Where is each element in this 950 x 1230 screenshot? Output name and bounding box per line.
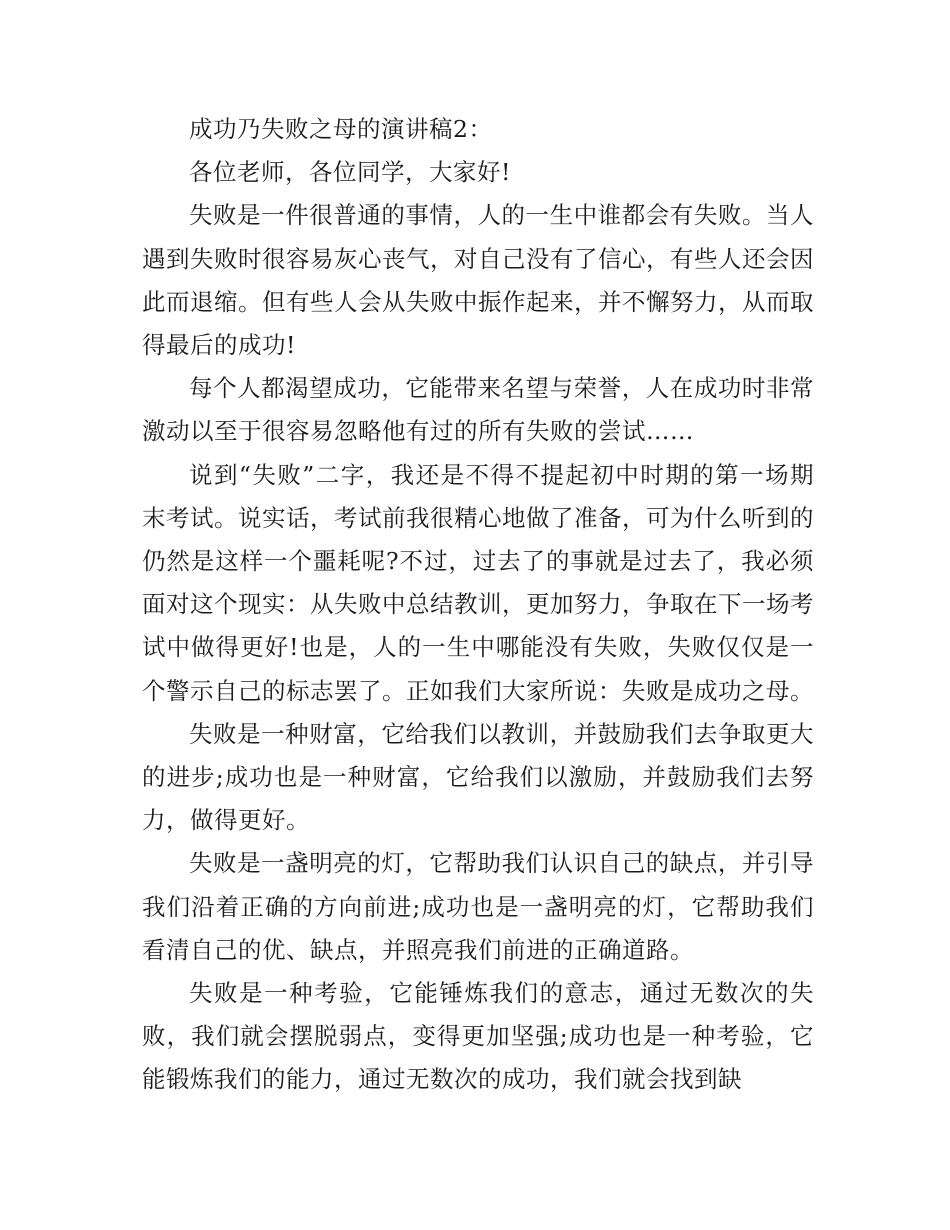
paragraph-5: 失败是一盏明亮的灯，它帮助我们认识自己的缺点，并引导我们沿着正确的方向前进;成功也是一盏明亮的灯，它帮助我们看清自己的优、缺点，并照亮我们前进的正确道路。 xyxy=(142,849,814,964)
paragraph-1: 失败是一件很普通的事情，人的一生中谁都会有失败。当人遇到失败时很容易灰心丧气，对自己没有了信心，有些人还会因此而退缩。但有些人会从失败中振作起来，并不懈努力，从而取得最后的成功! xyxy=(142,201,814,360)
document-title: 成功乃失败之母的演讲稿2： xyxy=(189,115,493,143)
greeting: 各位老师，各位同学，大家好! xyxy=(189,158,511,187)
paragraph-6: 失败是一种考验，它能锤炼我们的意志，通过无数次的失败，我们就会摆脱弱点，变得更加坚强;成功也是一种考验，它能锻炼我们的能力，通过无数次的成功，我们就会找到缺 xyxy=(142,979,814,1094)
paragraph-4: 失败是一种财富，它给我们以教训，并鼓励我们去争取更大的进步;成功也是一种财富，它给我们以激励，并鼓励我们去努力，做得更好。 xyxy=(142,719,814,835)
paragraph-2: 每个人都渴望成功，它能带来名望与荣誉，人在成功时非常激动以至于很容易忽略他有过的所有失败的尝试…… xyxy=(142,374,814,446)
paragraph-3: 说到“失败”二字，我还是不得不提起初中时期的第一场期末考试。说实话，考试前我很精心地做了准备，可为什么听到的仍然是这样一个噩耗呢?不过，过去了的事就是过去了，我必须面对这个现实：从失败中总结教训，更加努力，争取在下一场考试中做得更好!也是，人的一生中哪能没有失败，失败仅仅是一个警示自己的标志罢了。正如我们大家所说：失败是成功之母。 xyxy=(142,460,814,705)
document-page xyxy=(142,108,814,1102)
